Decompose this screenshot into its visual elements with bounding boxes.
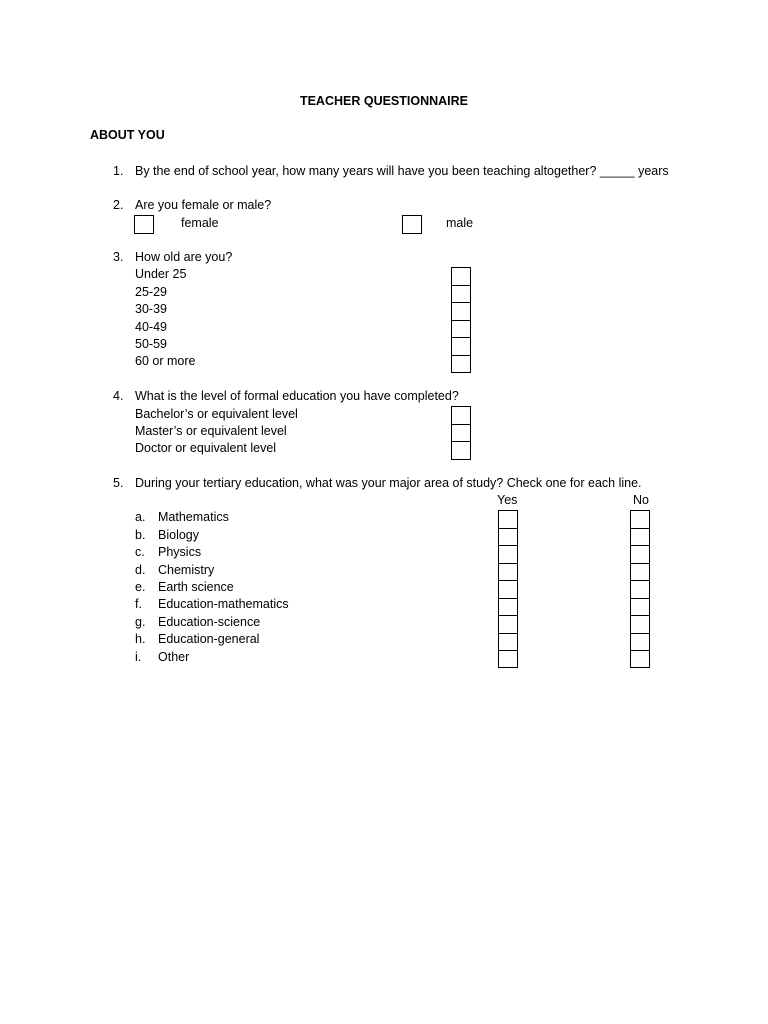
subject-label: Education-mathematics	[158, 597, 289, 611]
subject-letter: h.	[135, 632, 146, 646]
no-checkbox[interactable]	[631, 581, 649, 599]
education-checkbox[interactable]	[452, 425, 470, 443]
male-checkbox[interactable]	[402, 215, 422, 234]
yes-checkbox-column	[498, 510, 518, 668]
yes-checkbox[interactable]	[499, 599, 517, 617]
age-option-label: 60 or more	[135, 354, 196, 368]
q2-text: Are you female or male?	[135, 198, 272, 212]
female-checkbox[interactable]	[134, 215, 154, 234]
subject-letter: b.	[135, 528, 146, 542]
age-option-label: 30-39	[135, 302, 167, 316]
age-checkbox[interactable]	[452, 338, 470, 356]
yes-checkbox[interactable]	[499, 651, 517, 669]
education-checkbox[interactable]	[452, 407, 470, 425]
subject-letter: f.	[135, 597, 142, 611]
yes-checkbox[interactable]	[499, 546, 517, 564]
age-checkbox[interactable]	[452, 356, 470, 374]
yes-checkbox[interactable]	[499, 511, 517, 529]
subject-label: Education-general	[158, 632, 260, 646]
subject-label: Earth science	[158, 580, 234, 594]
subject-letter: e.	[135, 580, 146, 594]
q3-number: 3.	[113, 250, 124, 264]
q1-text: By the end of school year, how many years will have you been teaching altogether? _____ years	[135, 164, 669, 178]
subject-label: Chemistry	[158, 563, 215, 577]
no-column-header: No	[633, 493, 649, 507]
male-label: male	[446, 216, 474, 230]
age-checkbox[interactable]	[452, 286, 470, 304]
no-checkbox[interactable]	[631, 511, 649, 529]
q1-number: 1.	[113, 164, 124, 178]
no-checkbox[interactable]	[631, 616, 649, 634]
subject-letter: c.	[135, 545, 145, 559]
q2-number: 2.	[113, 198, 124, 212]
yes-checkbox[interactable]	[499, 581, 517, 599]
no-checkbox[interactable]	[631, 546, 649, 564]
q5-number: 5.	[113, 476, 124, 490]
subject-label: Mathematics	[158, 510, 229, 524]
education-checkbox[interactable]	[452, 442, 470, 460]
education-option-label: Bachelor’s or equivalent level	[135, 407, 298, 421]
no-checkbox-column	[630, 510, 650, 668]
no-checkbox[interactable]	[631, 529, 649, 547]
q4-text: What is the level of formal education you have completed?	[135, 389, 459, 403]
q3-text: How old are you?	[135, 250, 233, 264]
no-checkbox[interactable]	[631, 599, 649, 617]
section-heading: ABOUT YOU	[90, 128, 165, 142]
yes-column-header: Yes	[497, 493, 518, 507]
age-checkbox-column	[451, 267, 471, 373]
subject-letter: g.	[135, 615, 146, 629]
age-checkbox[interactable]	[452, 321, 470, 339]
subject-label: Biology	[158, 528, 199, 542]
yes-checkbox[interactable]	[499, 616, 517, 634]
subject-letter: a.	[135, 510, 146, 524]
yes-checkbox[interactable]	[499, 634, 517, 652]
subject-letter: i.	[135, 650, 142, 664]
subject-label: Education-science	[158, 615, 261, 629]
no-checkbox[interactable]	[631, 651, 649, 669]
age-checkbox[interactable]	[452, 268, 470, 286]
q4-number: 4.	[113, 389, 124, 403]
education-checkbox-column	[451, 406, 471, 460]
age-option-label: Under 25	[135, 267, 187, 281]
no-checkbox[interactable]	[631, 634, 649, 652]
education-option-label: Master’s or equivalent level	[135, 424, 287, 438]
subject-label: Other	[158, 650, 190, 664]
age-option-label: 50-59	[135, 337, 167, 351]
subject-letter: d.	[135, 563, 146, 577]
education-option-label: Doctor or equivalent level	[135, 441, 277, 455]
age-option-label: 40-49	[135, 320, 167, 334]
yes-checkbox[interactable]	[499, 529, 517, 547]
age-option-label: 25-29	[135, 285, 167, 299]
age-checkbox[interactable]	[452, 303, 470, 321]
q5-text: During your tertiary education, what was your major area of study? Check one for each line.	[135, 476, 642, 490]
subject-label: Physics	[158, 545, 202, 559]
yes-checkbox[interactable]	[499, 564, 517, 582]
questionnaire-title: TEACHER QUESTIONNAIRE	[299, 94, 469, 108]
no-checkbox[interactable]	[631, 564, 649, 582]
female-label: female	[181, 216, 219, 230]
